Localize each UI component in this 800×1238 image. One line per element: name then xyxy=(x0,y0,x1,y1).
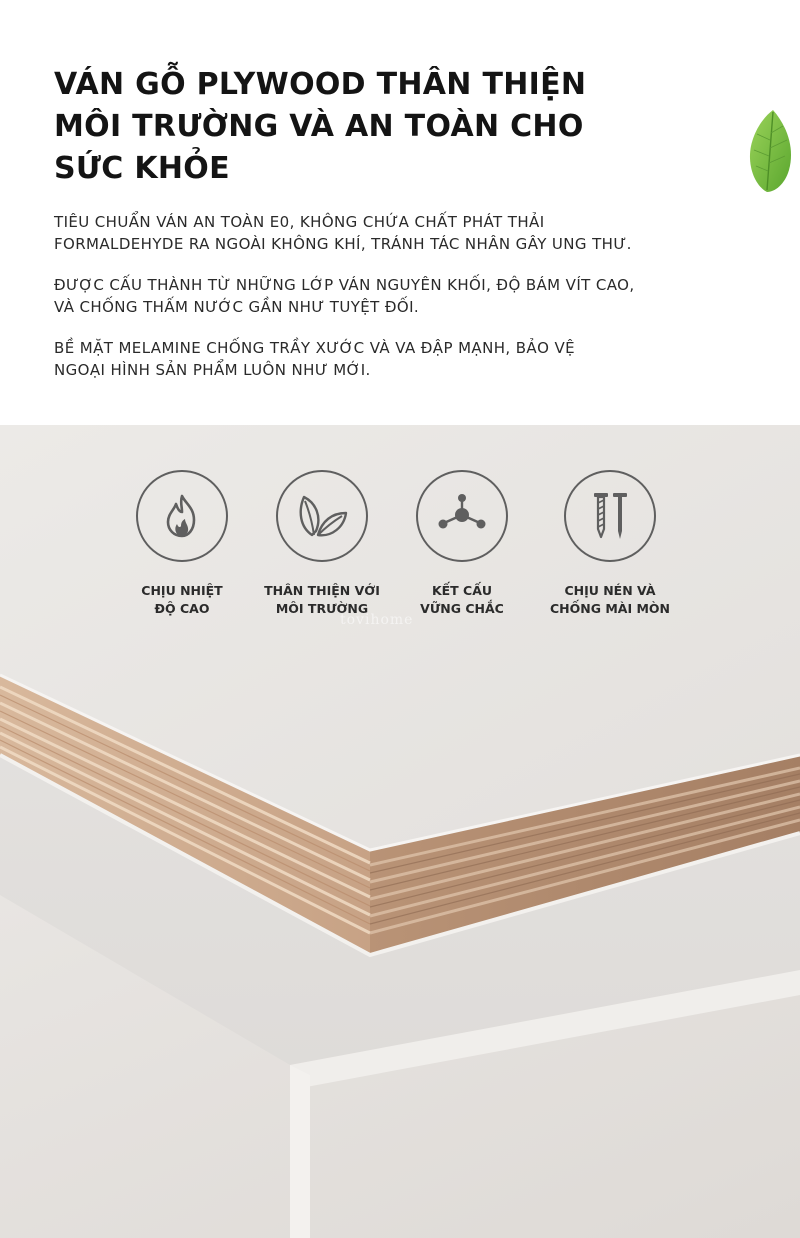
title-line: MÔI TRƯỜNG VÀ AN TOÀN CHO xyxy=(54,109,584,144)
feature-label-line: MÔI TRƯỜNG xyxy=(275,601,369,616)
intro-section xyxy=(0,0,800,425)
paragraph-line: NGOẠI HÌNH SẢN PHẨM LUÔN NHƯ MỚI. xyxy=(54,361,371,379)
page-title xyxy=(54,64,654,190)
feature-label-line: VỮNG CHẮC xyxy=(420,601,504,616)
paragraph-line: TIÊU CHUẨN VÁN AN TOÀN E0, KHÔNG CHỨA CHẤT PHÁT THẢI xyxy=(54,213,545,231)
paragraph-line: ĐƯỢC CẤU THÀNH TỪ NHỮNG LỚP VÁN NGUYÊN KHỐI, ĐỘ BÁM VÍT CAO, xyxy=(54,276,635,294)
molecule-icon xyxy=(435,491,489,541)
feature-label-line: CHỊU NÉN VÀ xyxy=(564,583,656,598)
feature-icon-circle xyxy=(416,470,508,562)
feature-label-line: ĐỘ CAO xyxy=(154,601,210,616)
fire-icon xyxy=(158,492,206,540)
paragraph-line: BỀ MẶT MELAMINE CHỐNG TRẦY XƯỚC VÀ VA ĐẬP MẠNH, BẢO VỆ xyxy=(54,339,575,357)
title-line: VÁN GỖ PLYWOOD THÂN THIỆN xyxy=(54,67,587,102)
feature-wear-resistant xyxy=(525,470,695,618)
title-line: SỨC KHỎE xyxy=(54,151,230,186)
leaves-icon xyxy=(294,491,350,541)
feature-solid-structure xyxy=(377,470,547,618)
leaf-icon xyxy=(745,108,795,193)
feature-icon-circle xyxy=(276,470,368,562)
description xyxy=(54,211,734,400)
paragraph-line: FORMALDEHYDE RA NGOÀI KHÔNG KHÍ, TRÁNH TÁC NHÂN GÂY UNG THƯ. xyxy=(54,235,632,253)
feature-label-line: CHỊU NHIỆT xyxy=(141,583,223,598)
feature-label xyxy=(525,582,695,618)
feature-icon-circle xyxy=(564,470,656,562)
feature-label-line: THÂN THIỆN VỚI xyxy=(264,583,380,598)
feature-label-line: KẾT CẤU xyxy=(431,583,493,598)
feature-label-line: CHỐNG MÀI MÒN xyxy=(550,601,670,616)
paragraph-melamine xyxy=(54,337,734,381)
screw-nail-icon xyxy=(587,489,633,543)
paragraph-e0-standard xyxy=(54,211,734,255)
paragraph-line: VÀ CHỐNG THẤM NƯỚC GẦN NHƯ TUYỆT ĐỐI. xyxy=(54,298,420,316)
feature-icon-circle xyxy=(136,470,228,562)
watermark: tovihome xyxy=(340,612,414,628)
paragraph-structure xyxy=(54,274,734,318)
